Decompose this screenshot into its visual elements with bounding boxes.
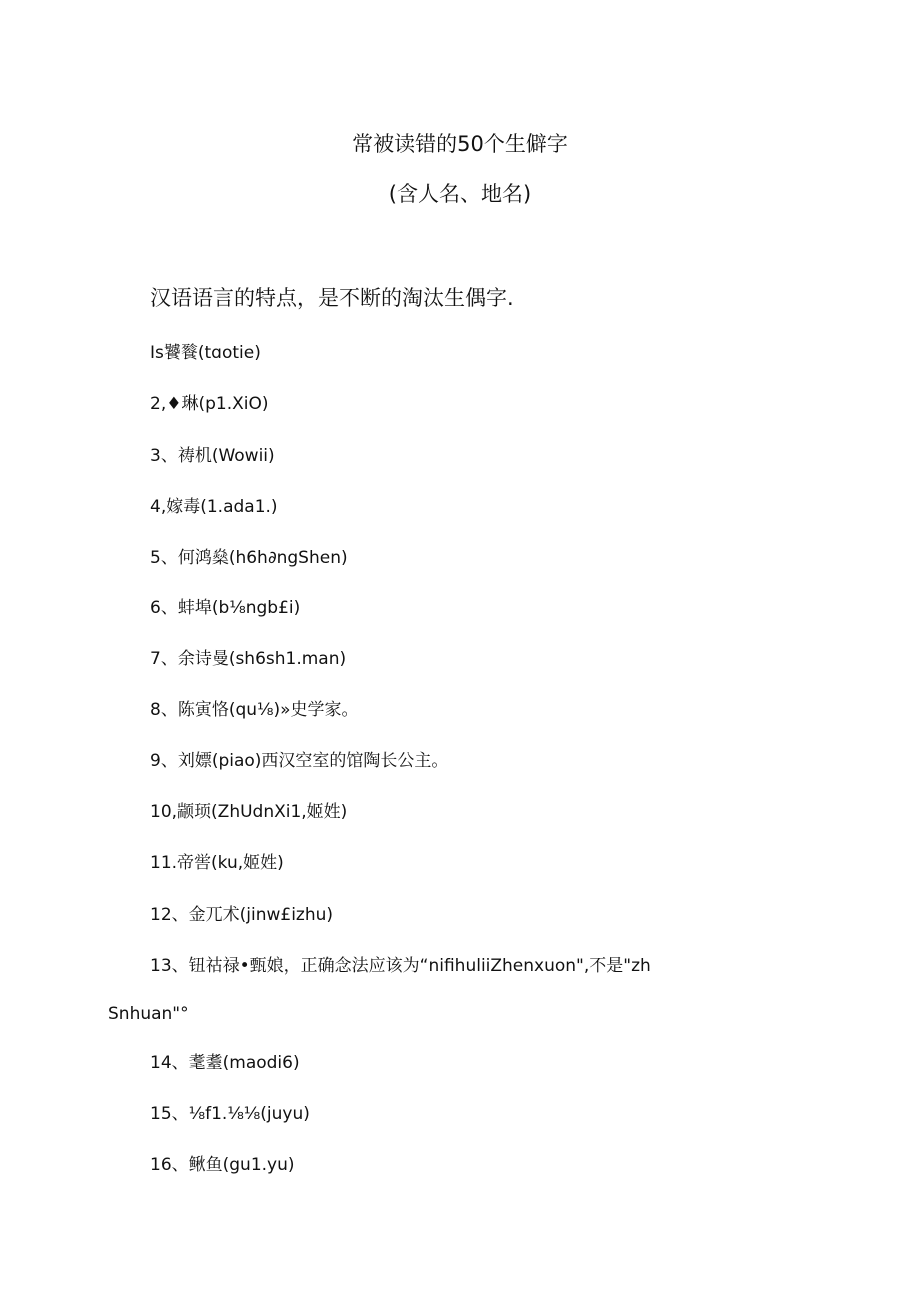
list-item: 13、钮祜禄•甄娘，正确念法应该为“nifihuliiZhenxuon",不是"zh: [150, 956, 651, 976]
list-item: 14、耄耋(maodi6): [150, 1053, 300, 1073]
list-item: 3、祷机(Wowii): [150, 446, 275, 466]
document-subtitle: (含人名、地名): [388, 182, 532, 206]
list-item-continuation: Snhuan"°: [108, 1004, 189, 1024]
list-item: 8、陈寅恪(qu⅛)»史学家。: [150, 700, 359, 720]
list-item: 16、鳅鱼(gu1.yu): [150, 1155, 295, 1175]
list-item: 2,♦琳(p1.XiO): [150, 394, 269, 414]
document-title: 常被读错的50个生僻字: [352, 132, 568, 156]
list-item: 6、蚌埠(b⅛ngb£i): [150, 598, 301, 618]
list-item: 15、⅛f1.⅛⅛(juyu): [150, 1104, 310, 1124]
list-item: 4,嫁毒(1.ada1.): [150, 497, 278, 517]
list-item: Is饕餮(tɑotie): [150, 343, 261, 363]
list-item: 9、刘嫖(piao)西汉空室的馆陶长公主。: [150, 751, 449, 771]
list-item: 7、余诗曼(sh6sh1.man): [150, 649, 347, 669]
list-item: 12、金兀术(jinw£izhu): [150, 905, 334, 925]
list-item: 5、何鸿燊(h6h∂ngShen): [150, 548, 348, 568]
list-item: 11.帝喾(ku,姬姓): [150, 853, 284, 873]
list-item: 10,颛顼(ZhUdnXi1,姬姓): [150, 802, 348, 822]
intro-paragraph: 汉语语言的特点，是不断的淘汰生偶字.: [150, 286, 514, 310]
